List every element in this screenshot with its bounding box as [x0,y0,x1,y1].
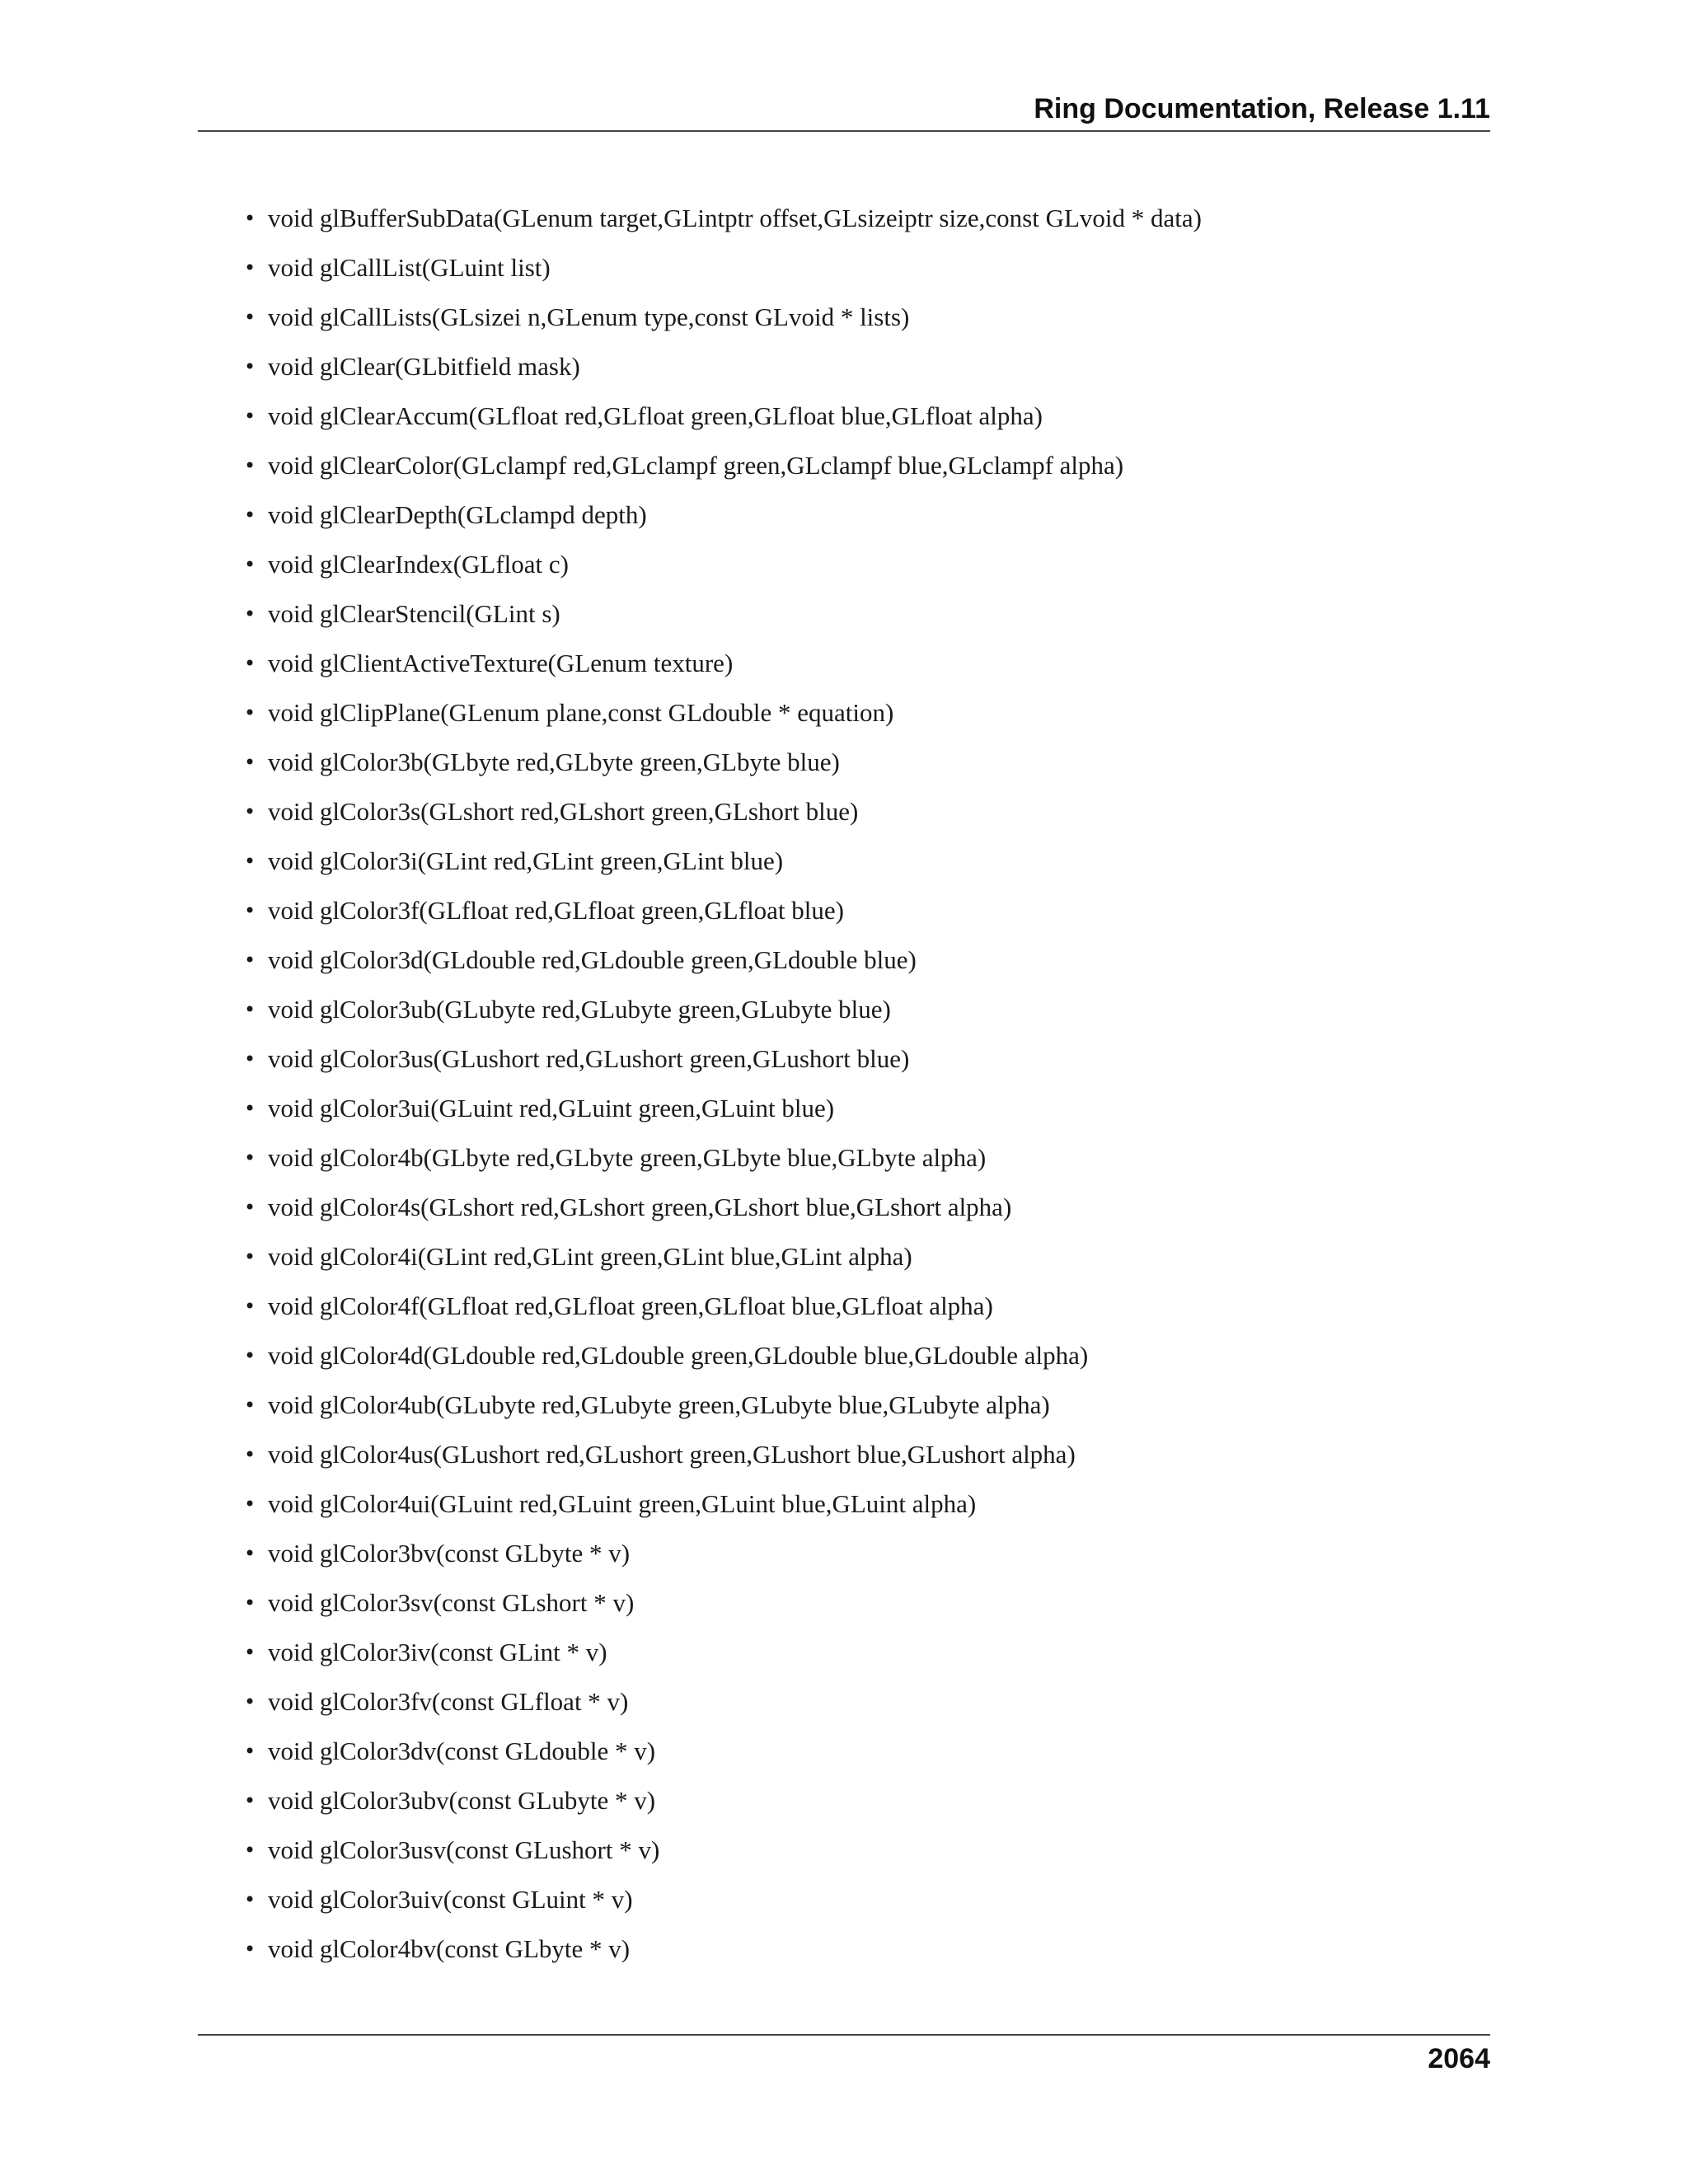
function-signature: void glColor3fv(const GLfloat * v) [268,1687,629,1716]
bullet-icon: • [244,751,256,774]
list-item [198,1183,1490,1232]
list-item [198,490,1490,540]
function-signature: void glClientActiveTexture(GLenum texture) [268,649,734,677]
bullet-icon: • [244,1938,256,1961]
bullet-icon: • [244,1888,256,1911]
list-item [198,1380,1490,1430]
function-signature: void glColor3uiv(const GLuint * v) [268,1885,633,1914]
list-item [198,243,1490,293]
list-item [198,194,1490,243]
list-item [198,738,1490,787]
function-signature: void glColor3s(GLshort red,GLshort green,GLshort blue) [268,797,859,826]
list-item [198,1727,1490,1776]
document-title: Ring Documentation, Release 1.11 [1034,93,1490,124]
bullet-icon: • [244,1789,256,1812]
function-signature: void glColor3sv(const GLshort * v) [268,1588,635,1617]
bullet-icon: • [244,1047,256,1071]
function-signature: void glBufferSubData(GLenum target,GLintptr offset,GLsizeiptr size,const GLvoid * data) [268,204,1202,232]
bullet-icon: • [244,1097,256,1120]
list-item [198,1479,1490,1529]
function-signature: void glClipPlane(GLenum plane,const GLdouble * equation) [268,698,894,727]
list-item [198,886,1490,935]
function-signature: void glClearColor(GLclampf red,GLclampf green,GLclampf blue,GLclampf alpha) [268,451,1124,480]
function-signature: void glColor4ui(GLuint red,GLuint green,GLuint blue,GLuint alpha) [268,1489,977,1518]
function-signature: void glClearStencil(GLint s) [268,599,560,628]
function-signature: void glColor3i(GLint red,GLint green,GLint blue) [268,846,784,875]
list-item [198,391,1490,441]
list-item [198,1776,1490,1825]
list-item [198,1133,1490,1183]
list-item [198,837,1490,886]
page-content [198,194,1490,1974]
bullet-icon: • [244,1245,256,1268]
list-item [198,293,1490,342]
bullet-icon: • [244,899,256,922]
function-signature: void glClearIndex(GLfloat c) [268,550,569,579]
page-header [198,89,1490,132]
list-item [198,1430,1490,1479]
function-signature: void glColor4s(GLshort red,GLshort green,GLshort blue,GLshort alpha) [268,1193,1012,1221]
bullet-icon: • [244,602,256,626]
function-signature: void glCallLists(GLsizei n,GLenum type,const GLvoid * lists) [268,302,910,331]
page-footer [198,2034,1490,2085]
function-signature: void glColor4ub(GLubyte red,GLubyte green,GLubyte blue,GLubyte alpha) [268,1390,1050,1419]
function-signature: void glColor4i(GLint red,GLint green,GLint blue,GLint alpha) [268,1242,912,1271]
bullet-icon: • [244,553,256,576]
function-signature: void glCallList(GLuint list) [268,253,551,282]
bullet-icon: • [244,454,256,477]
function-signature: void glClearAccum(GLfloat red,GLfloat green,GLfloat blue,GLfloat alpha) [268,401,1043,430]
bullet-icon: • [244,701,256,724]
bullet-icon: • [244,1344,256,1367]
list-item [198,787,1490,837]
list-item [198,1628,1490,1677]
bullet-icon: • [244,652,256,675]
list-item [198,1084,1490,1133]
bullet-icon: • [244,998,256,1021]
bullet-icon: • [244,1690,256,1713]
function-list [198,194,1490,1974]
function-signature: void glColor4us(GLushort red,GLushort green,GLushort blue,GLushort alpha) [268,1440,1076,1469]
bullet-icon: • [244,1542,256,1565]
function-signature: void glColor3bv(const GLbyte * v) [268,1539,631,1568]
function-signature: void glClearDepth(GLclampd depth) [268,500,647,529]
list-item [198,342,1490,391]
function-signature: void glColor3iv(const GLint * v) [268,1638,607,1666]
bullet-icon: • [244,207,256,230]
bullet-icon: • [244,1591,256,1615]
function-signature: void glColor3b(GLbyte red,GLbyte green,GLbyte blue) [268,748,840,776]
function-signature: void glColor3us(GLushort red,GLushort green,GLushort blue) [268,1044,910,1073]
bullet-icon: • [244,1196,256,1219]
list-item [198,540,1490,589]
list-item [198,1282,1490,1331]
bullet-icon: • [244,306,256,329]
list-item [198,1924,1490,1974]
function-signature: void glColor4bv(const GLbyte * v) [268,1934,631,1963]
bullet-icon: • [244,1740,256,1763]
bullet-icon: • [244,1394,256,1417]
function-signature: void glColor3f(GLfloat red,GLfloat green,GLfloat blue) [268,896,844,925]
list-item [198,639,1490,688]
bullet-icon: • [244,850,256,873]
function-signature: void glColor3ub(GLubyte red,GLubyte green,GLubyte blue) [268,995,891,1024]
list-item [198,1034,1490,1084]
page-number: 2064 [1428,2043,1490,2074]
bullet-icon: • [244,1443,256,1466]
bullet-icon: • [244,800,256,823]
list-item [198,1875,1490,1924]
list-item [198,985,1490,1034]
list-item [198,1529,1490,1578]
bullet-icon: • [244,405,256,428]
bullet-icon: • [244,1493,256,1516]
list-item [198,1232,1490,1282]
function-signature: void glColor3d(GLdouble red,GLdouble green,GLdouble blue) [268,945,917,974]
bullet-icon: • [244,1839,256,1862]
bullet-icon: • [244,504,256,527]
bullet-icon: • [244,256,256,279]
list-item [198,1578,1490,1628]
function-signature: void glColor3usv(const GLushort * v) [268,1835,660,1864]
bullet-icon: • [244,1641,256,1664]
bullet-icon: • [244,355,256,378]
bullet-icon: • [244,1146,256,1169]
list-item [198,589,1490,639]
list-item [198,1825,1490,1875]
bullet-icon: • [244,1295,256,1318]
list-item [198,935,1490,985]
function-signature: void glColor4b(GLbyte red,GLbyte green,GLbyte blue,GLbyte alpha) [268,1143,987,1172]
function-signature: void glColor4f(GLfloat red,GLfloat green,GLfloat blue,GLfloat alpha) [268,1291,993,1320]
list-item [198,1331,1490,1380]
bullet-icon: • [244,949,256,972]
function-signature: void glClear(GLbitfield mask) [268,352,580,381]
function-signature: void glColor3ui(GLuint red,GLuint green,GLuint blue) [268,1094,835,1122]
list-item [198,441,1490,490]
function-signature: void glColor3dv(const GLdouble * v) [268,1736,656,1765]
list-item [198,1677,1490,1727]
function-signature: void glColor3ubv(const GLubyte * v) [268,1786,656,1815]
function-signature: void glColor4d(GLdouble red,GLdouble green,GLdouble blue,GLdouble alpha) [268,1341,1089,1370]
list-item [198,688,1490,738]
